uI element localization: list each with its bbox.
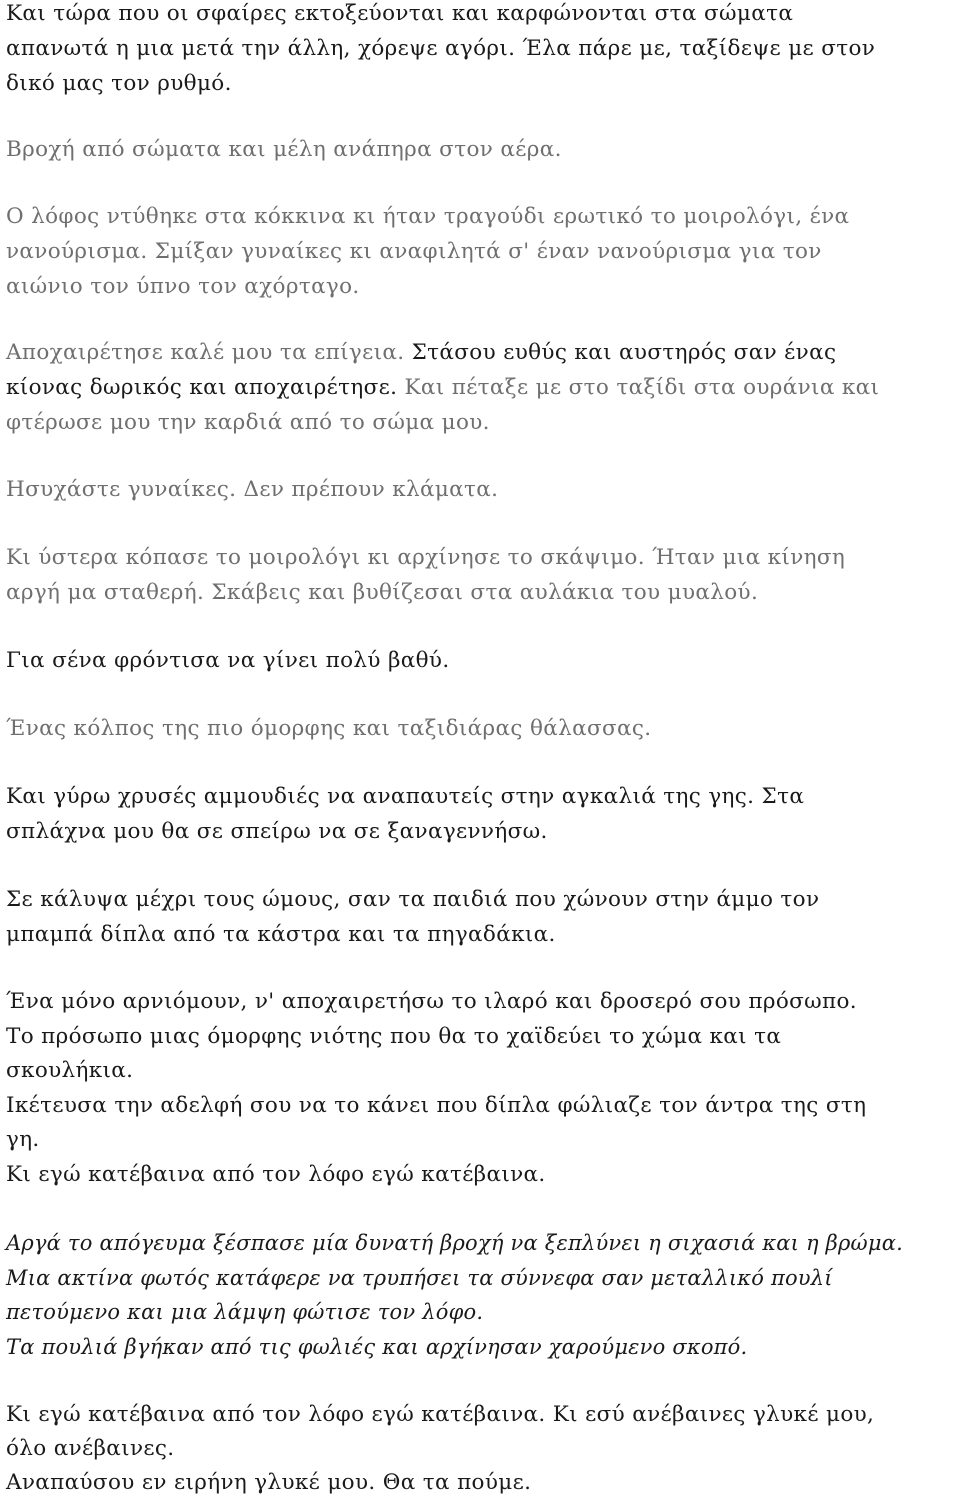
text-span: Στάσου ευθύς και αυστηρός σαν ένας xyxy=(404,340,837,365)
text-line: Κι εγώ κατέβαινα από τον λόφο εγώ κατέβαινα. xyxy=(6,1162,546,1187)
text-line: απανωτά η μια μετά την άλλη, χόρεψε αγόρι. Έλα πάρε με, ταξίδεψε με στον xyxy=(6,36,876,61)
text-line: Αργά το απόγευμα ξέσπασε μία δυνατή βροχή να ξεπλύνει η σιχασιά και η βρώμα. xyxy=(6,1231,903,1255)
text-line xyxy=(6,473,498,507)
text-line xyxy=(6,336,836,370)
text-line: μπαμπά δίπλα από τα κάστρα και τα πηγαδάκια. xyxy=(6,922,556,947)
text-line: Ο λόφος ντύθηκε στα κόκκινα κι ήταν τραγούδι ερωτικό το μοιρολόγι, ένα xyxy=(6,204,850,229)
text-line: όλο ανέβαινες. xyxy=(6,1436,175,1461)
text-line: Κι εγώ κατέβαινα από τον λόφο εγώ κατέβαινα. Κι εσύ ανέβαινες γλυκέ μου, xyxy=(6,1402,875,1427)
text-line: αιώνιο τον ύπνο τον αχόρταγο. xyxy=(6,274,360,299)
text-line: δικό μας τον ρυθμό. xyxy=(6,71,232,96)
text-line: Ένας κόλπος της πιο όμορφης και ταξιδιάρας θάλασσας. xyxy=(6,716,652,741)
text-span: Και πέταξε με στο ταξίδι στα ουράνια και xyxy=(397,375,880,400)
text-line: Κι ύστερα κόπασε το μοιρολόγι κι αρχίνησε το σκάψιμο. Ήταν μια κίνηση xyxy=(6,545,846,570)
text-line: Βροχή από σώματα και μέλη ανάπηρα στον αέρα. xyxy=(6,137,562,162)
text-line: Και γύρω χρυσές αμμουδιές να αναπαυτείς στην αγκαλιά της γης. Στα xyxy=(6,784,805,809)
text-line: γη. xyxy=(6,1127,40,1152)
text-line: Τα πουλιά βγήκαν από τις φωλιές και αρχίνησαν χαρούμενο σκοπό. xyxy=(6,1335,748,1359)
text-line: πετούμενο και μια λάμψη φώτισε τον λόφο. xyxy=(6,1300,484,1324)
text-line: Για σένα φρόντισα να γίνει πολύ βαθύ. xyxy=(6,648,450,673)
text-line: Μια ακτίνα φωτός κατάφερε να τρυπήσει τα σύννεφα σαν μεταλλικό πουλί xyxy=(6,1266,833,1290)
text-span: Δεν πρέπουν κλάματα. xyxy=(236,477,499,502)
text-line: φτέρωσε μου την καρδιά από το σώμα μου. xyxy=(6,410,490,435)
text-line: σπλάχνα μου θα σε σπείρω να σε ξαναγεννήσω. xyxy=(6,819,548,844)
text-span: Ησυχάστε γυναίκες. xyxy=(6,477,237,502)
text-line: νανούρισμα. Σμίξαν γυναίκες κι αναφιλητά σ' έναν νανούρισμα για τον xyxy=(6,239,822,264)
text-span: κίονας δωρικός και αποχαιρέτησε. xyxy=(6,375,398,400)
text-line: Αναπαύσου εν ειρήνη γλυκέ μου. Θα τα πούμε. xyxy=(6,1470,532,1495)
text-line: Και τώρα που οι σφαίρες εκτοξεύονται και καρφώνονται στα σώματα xyxy=(6,1,794,26)
text-line: Το πρόσωπο μιας όμορφης νιότης που θα το χαϊδεύει το χώμα και τα xyxy=(6,1024,782,1049)
text-line: αργή μα σταθερή. Σκάβεις και βυθίζεσαι στα αυλάκια του μυαλού. xyxy=(6,580,759,605)
text-line: Ικέτευσα την αδελφή σου να το κάνει που δίπλα φώλιαζε τον άντρα της στη xyxy=(6,1093,867,1118)
text-line: σκουλήκια. xyxy=(6,1058,134,1083)
text-line xyxy=(6,371,879,405)
text-span: Αποχαιρέτησε καλέ μου τα επίγεια. xyxy=(6,340,405,365)
text-line: Σε κάλυψα μέχρι τους ώμους, σαν τα παιδιά που χώνουν στην άμμο τον xyxy=(6,887,820,912)
text-line: Ένα μόνο αρνιόμουν, ν' αποχαιρετήσω το ιλαρό και δροσερό σου πρόσωπο. xyxy=(6,989,857,1014)
